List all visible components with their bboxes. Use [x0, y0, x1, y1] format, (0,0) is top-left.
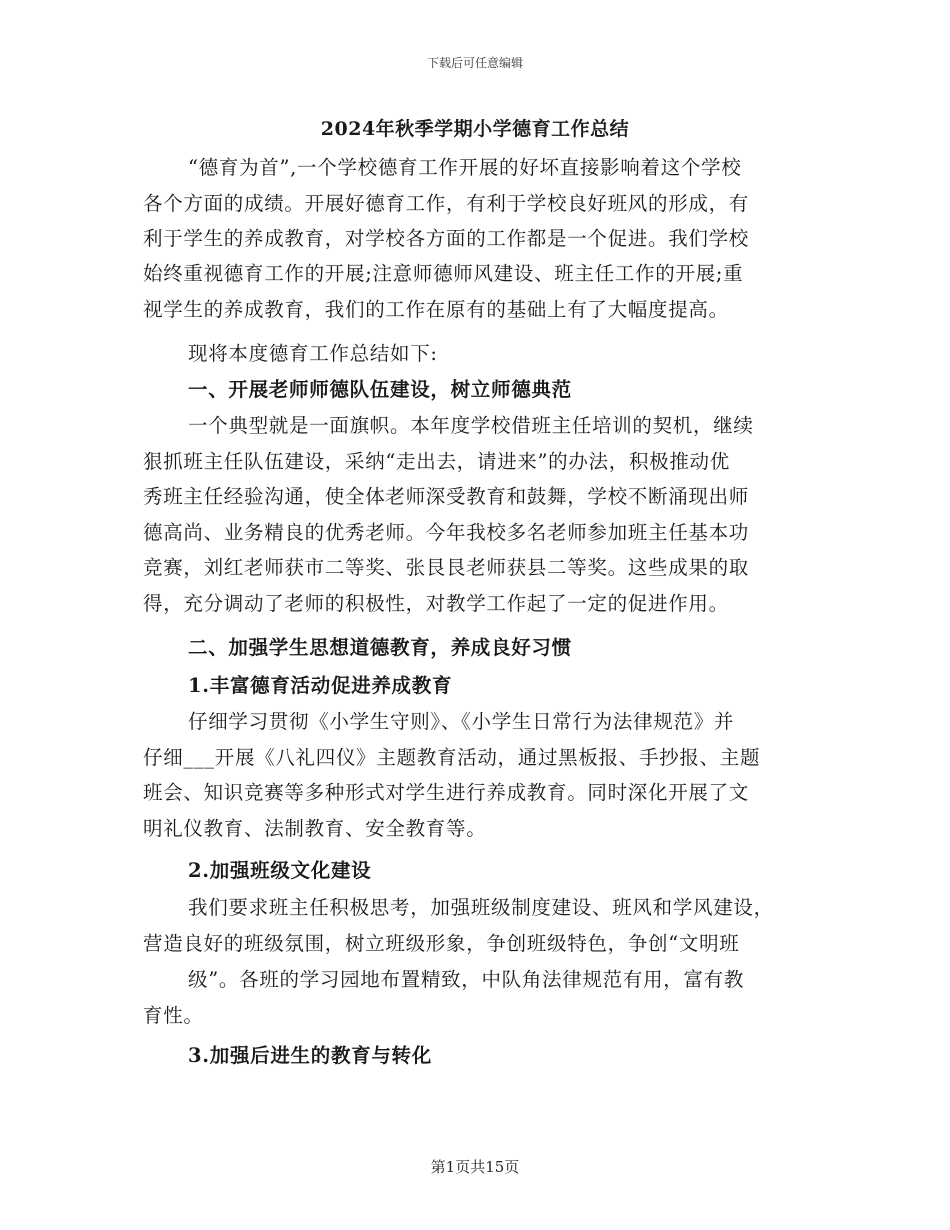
paragraph-line: 育性。	[143, 1004, 204, 1027]
paragraph-line: 秀班主任经验沟通，使全体老师深受教育和鼓舞，学校不断涌现出师	[143, 485, 750, 508]
paragraph-line: 现将本度德育工作总结如下:	[188, 342, 438, 365]
paragraph-line: 狠抓班主任队伍建设，采纳“走出去，请进来”的办法，积极推动优	[143, 450, 730, 473]
section-heading: 一、开展老师师德队伍建设，树立师德典范	[188, 378, 572, 401]
subsection-heading: 3.加强后进生的教育与转化	[188, 1044, 432, 1067]
paragraph-line: 利于学生的养成教育，对学校各方面的工作都是一个促进。我们学校	[143, 227, 750, 250]
paragraph-line: 竞赛，刘红老师获市二等奖、张艮艮老师获县二等奖。这些成果的取	[143, 556, 750, 579]
paragraph-line: 得，充分调动了老师的积极性，对教学工作起了一定的促进作用。	[143, 592, 729, 615]
paragraph-line: 班会、知识竞赛等多种形式对学生进行养成教育。同时深化开展了文	[143, 781, 750, 804]
paragraph-line: 始终重视德育工作的开展;注意师德师风建设、班主任工作的开展;重	[143, 262, 744, 285]
paragraph-line: 各个方面的成绩。开展好德育工作，有利于学校良好班风的形成，有	[143, 192, 750, 215]
subsection-heading: 2.加强班级文化建设	[188, 859, 372, 882]
header-note: 下载后可任意编辑	[426, 56, 523, 70]
paragraph-line: 仔细学习贯彻《小学生守则》、《小学生日常行为法律规范》并	[188, 710, 735, 733]
paragraph-line: 营造良好的班级氛围，树立班级形象，争创班级特色，争创“文明班	[143, 932, 740, 955]
paragraph-line: 仔细___开展《八礼四仪》主题教育活动，通过黑板报、手抄报、主题	[143, 746, 761, 769]
document-title: 2024年秋季学期小学德育工作总结	[320, 118, 630, 140]
section-heading: 二、加强学生思想道德教育，养成良好习惯	[188, 636, 572, 659]
paragraph-line: 一个典型就是一面旗帜。本年度学校借班主任培训的契机，继续	[188, 414, 754, 437]
paragraph-line: 级”。各班的学习园地布置精致，中队角法律规范有用，富有教	[188, 968, 745, 991]
paragraph-line: 德高尚、业务精良的优秀老师。今年我校多名老师参加班主任基本功	[143, 521, 750, 544]
paragraph-line: 我们要求班主任积极思考，加强班级制度建设、班风和学风建设，	[188, 896, 774, 919]
paragraph-line: 明礼仪教育、法制教育、安全教育等。	[143, 817, 487, 840]
paragraph-line: 视学生的养成教育，我们的工作在原有的基础上有了大幅度提高。	[143, 298, 729, 321]
paragraph-line: “德育为首”,一个学校德育工作开展的好坏直接影响着这个学校	[188, 156, 742, 179]
page-footer: 第1页共15页	[430, 1158, 520, 1176]
subsection-heading: 1.丰富德育活动促进养成教育	[188, 674, 453, 697]
